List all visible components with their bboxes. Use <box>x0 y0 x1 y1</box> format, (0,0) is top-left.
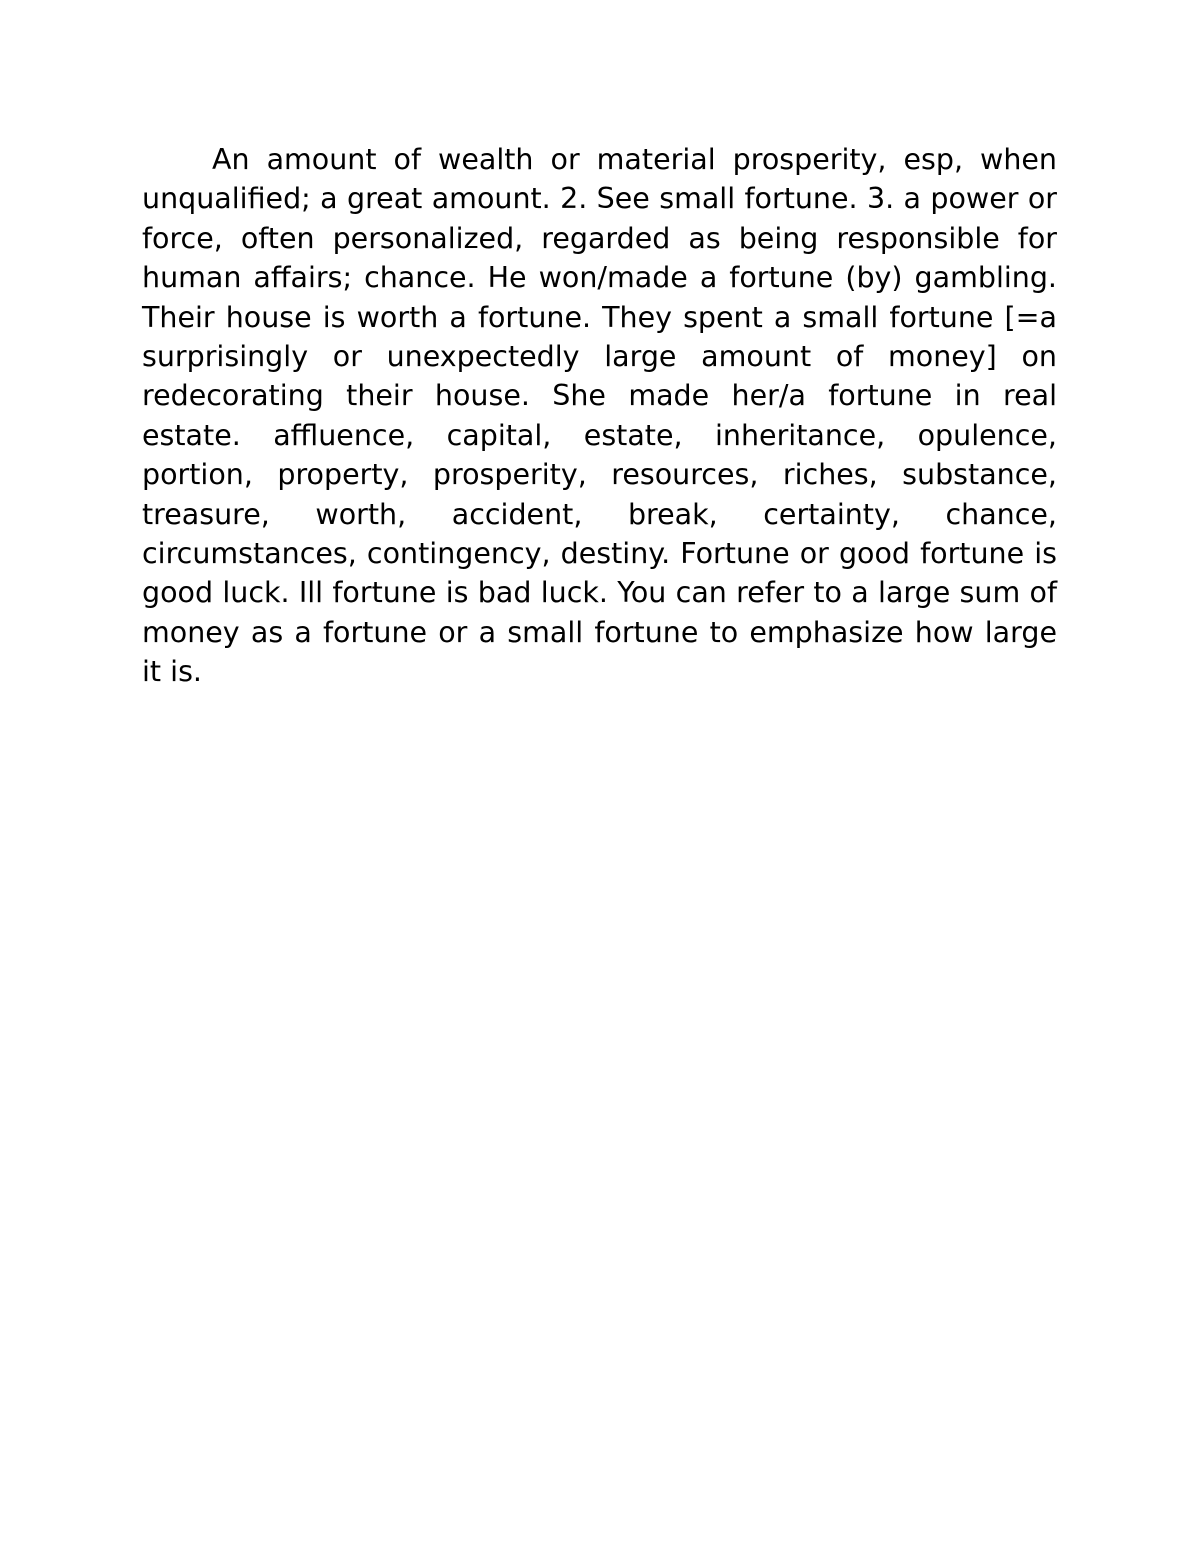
body-paragraph: An amount of wealth or material prosperity, esp, when unqualified; a great amount. 2. See small fortune. 3. a power or force, often personalized, regarded as being responsible for human affairs; chance. He won/made a fortune (by) gambling. Their house is worth a fortune. They spent a small fortune [=a surprisingly or unexpectedly large amount of money] on redecorating their house. She made her/a fortune in real estate. affluence, capital, estate, inheritance, opulence, portion, property, prosperity, resources, riches, substance, treasure, worth, accident, break, certainty, chance, circumstances, contingency, destiny. Fortune or good fortune is good luck. Ill fortune is bad luck. You can refer to a large sum of money as a fortune or a small fortune to emphasize how large it is. <box>142 143 1057 689</box>
